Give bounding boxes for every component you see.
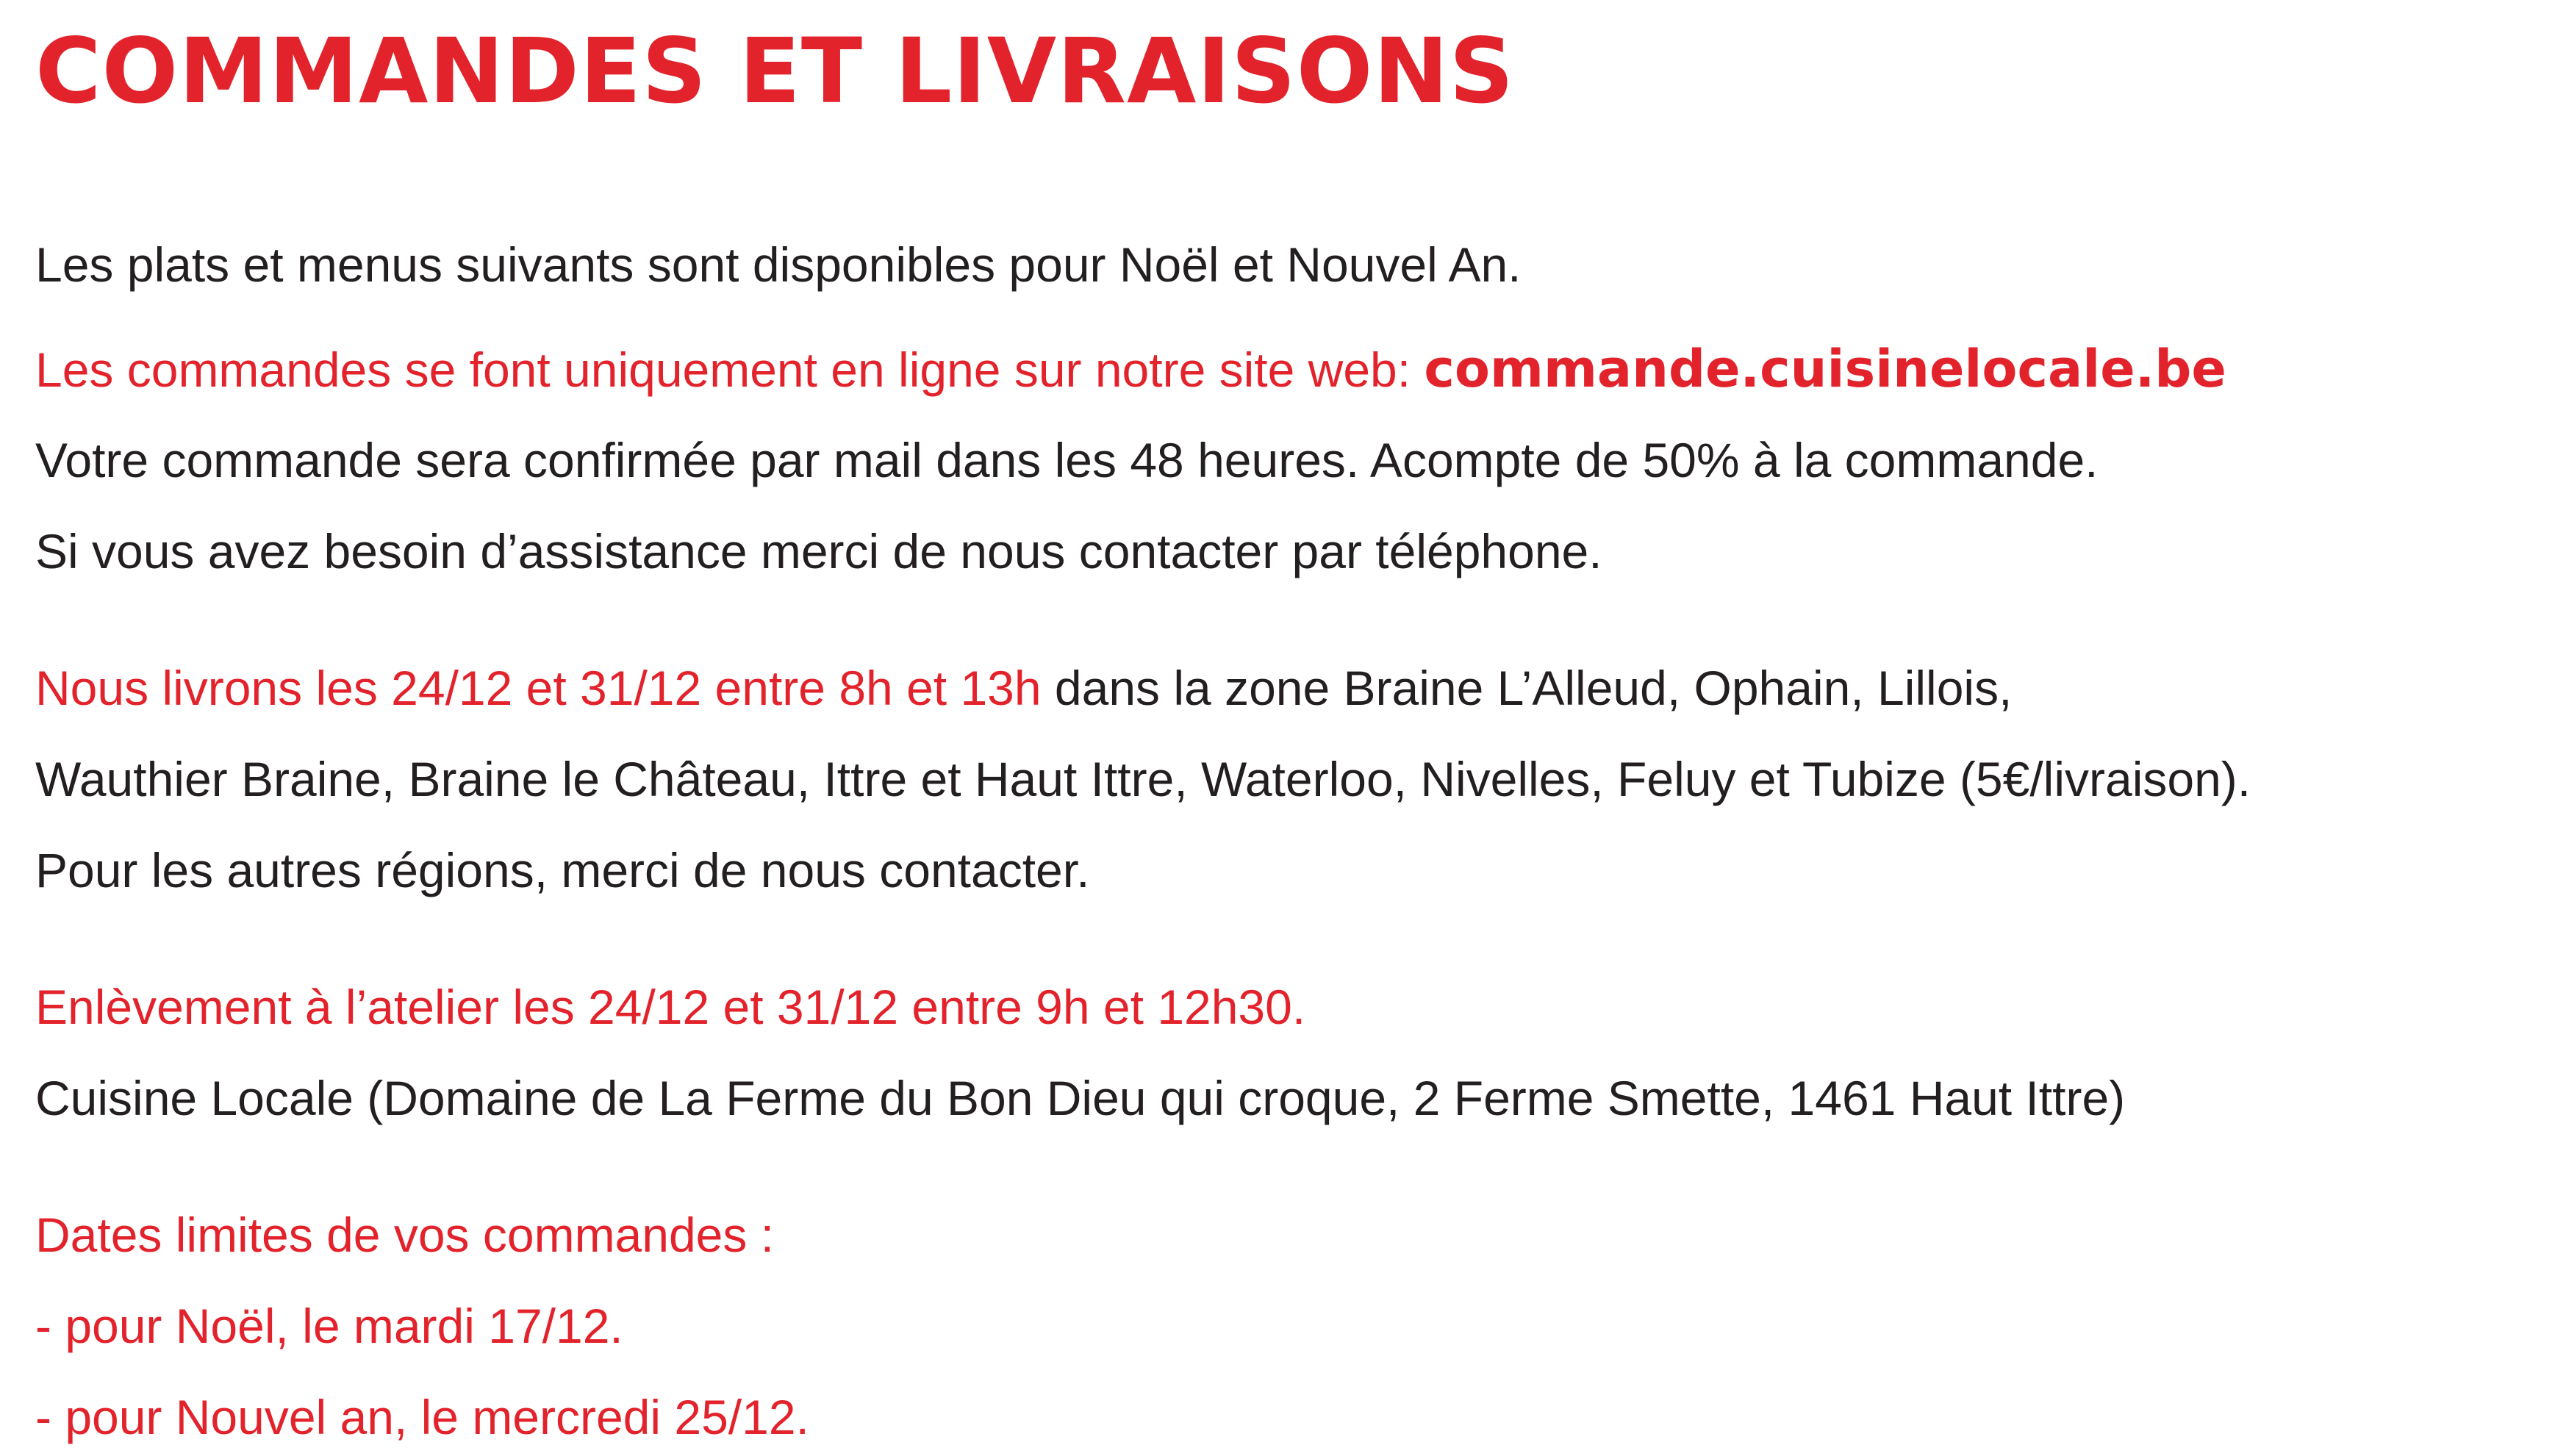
online-order-line (35, 340, 2226, 399)
delivery-zone-continued: Wauthier Braine, Braine le Château, Ittre et Haut Ittre, Waterloo, Nivelles, Feluy et Tubize (5€/livraison). (35, 752, 2251, 806)
online-order-text: Les commandes se font uniquement en ligne sur notre site web: (35, 343, 1425, 397)
delivery-zone-text: dans la zone Braine L’Alleud, Ophain, Lillois, (1041, 661, 2013, 715)
pickup-address: Cuisine Locale (Domaine de La Ferme du Bon Dieu qui croque, 2 Ferme Smette, 1461 Haut Ittre) (35, 1071, 2126, 1125)
intro-text: Les plats et menus suivants sont disponibles pour Noël et Nouvel An. (35, 237, 1522, 292)
assistance-text: Si vous avez besoin d’assistance merci de nous contacter par téléphone. (35, 524, 1602, 578)
deadlines-heading: Dates limites de vos commandes : (35, 1208, 775, 1262)
other-regions-text: Pour les autres régions, merci de nous contacter. (35, 843, 1090, 897)
page-title: COMMANDES ET LIVRAISONS (35, 19, 1515, 123)
deadline-item-noel: - pour Noël, le mardi 17/12. (35, 1299, 623, 1353)
pickup-highlight: Enlèvement à l’atelier les 24/12 et 31/12 entre 9h et 12h30. (35, 980, 1306, 1034)
website-link[interactable]: commande.cuisinelocale.be (1424, 339, 2226, 399)
confirmation-text: Votre commande sera confirmée par mail dans les 48 heures. Acompte de 50% à la commande. (35, 433, 2099, 487)
delivery-line (35, 659, 2012, 717)
delivery-highlight: Nous livrons les 24/12 et 31/12 entre 8h et 13h (35, 661, 1042, 715)
deadline-item-nouvel-an: - pour Nouvel an, le mercredi 25/12. (35, 1390, 809, 1444)
